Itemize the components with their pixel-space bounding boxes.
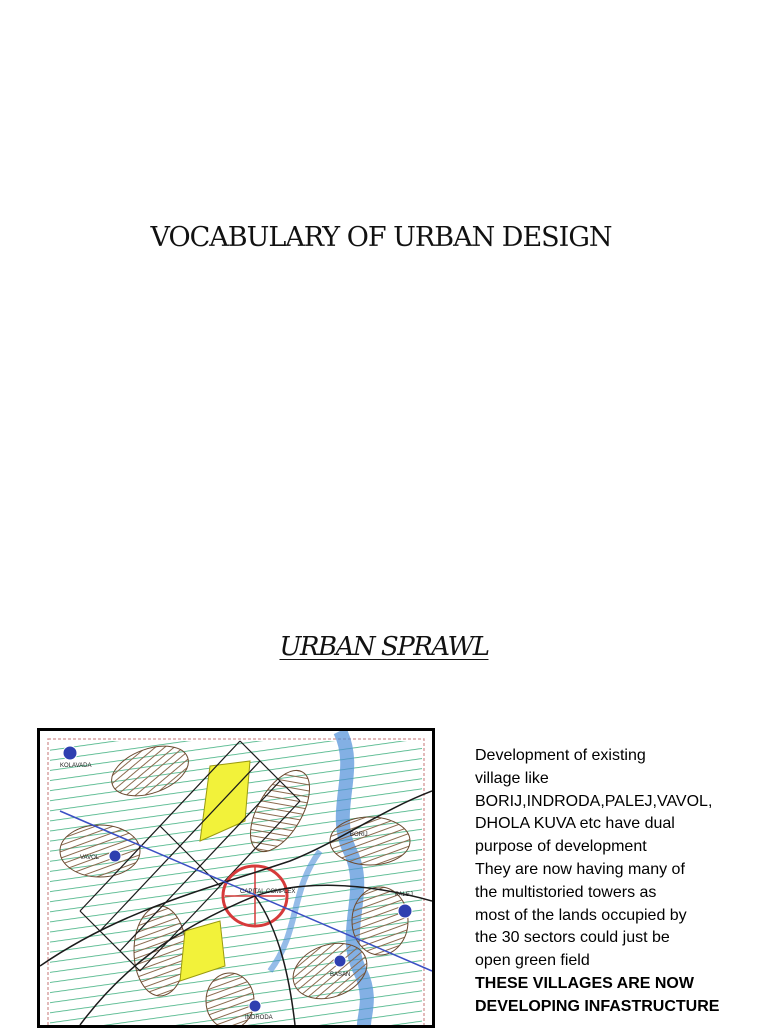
sprawl-map (37, 728, 435, 1028)
map-label-indroda: INDRODA (245, 1015, 273, 1021)
text-line: the 30 sectors could just be (475, 929, 670, 947)
map-label-capital: CAPITAL COMPLEX (240, 889, 296, 895)
bold-text-line: DEVELOPING INFASTRUCTURE (475, 997, 720, 1015)
map-label-palej: PALEJ (395, 892, 413, 898)
text-line: DHOLA KUVA etc have dual (475, 815, 675, 833)
map-label-vavol: VAVOL (80, 855, 100, 861)
text-line: BORIJ,INDRODA,PALEJ,VAVOL, (475, 792, 713, 810)
text-line: purpose of development (475, 838, 647, 856)
description-text (475, 745, 760, 1019)
slide-title: VOCABULARY OF URBAN DESIGN (150, 222, 612, 253)
text-line: most of the lands occupied by (475, 906, 687, 924)
slide-heading: URBAN SPRAWL (279, 632, 489, 662)
urban-sprawl-slide (0, 576, 768, 1024)
text-line: Development of existing (475, 747, 646, 764)
text-line: village like (475, 769, 549, 787)
bold-text-line: THESE VILLAGES ARE NOW (475, 974, 694, 992)
text-line: They are now having many of (475, 860, 685, 878)
map-label-kolavada: KOLAVADA (60, 763, 92, 769)
map-label-basan: BASAN (330, 972, 351, 978)
map-label-borij: BORIJ (350, 832, 368, 838)
text-line: open green field (475, 952, 590, 970)
map-illustration (40, 731, 432, 1025)
text-line: the multistoried towers as (475, 883, 657, 901)
